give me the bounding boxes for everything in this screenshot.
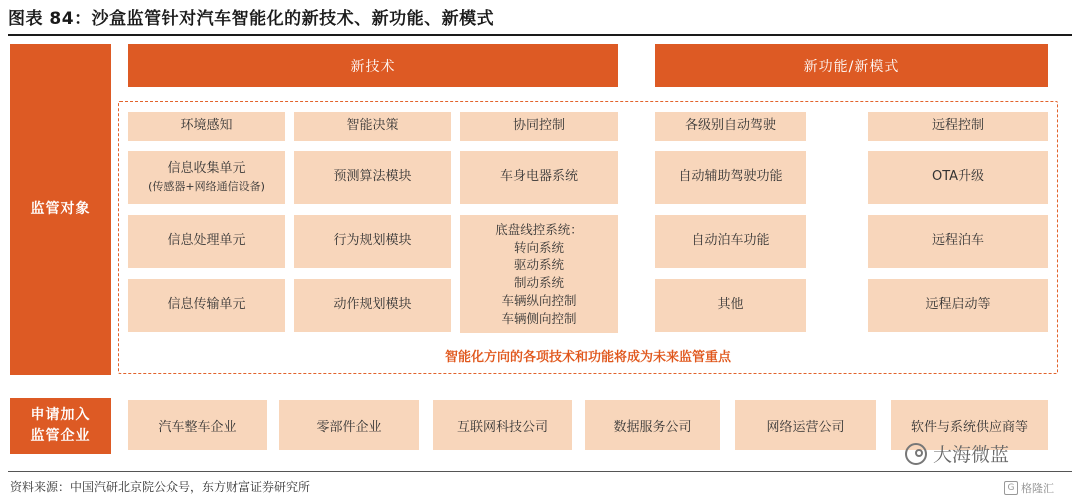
source-divider (8, 471, 1072, 472)
enterprise-data-service: 数据服务公司 (585, 400, 720, 450)
figure-title: 图表 84：沙盒监管针对汽车智能化的新技术、新功能、新模式 (8, 9, 495, 29)
cell-info-transmission: 信息传输单元 (128, 279, 285, 332)
cell-cooperative-control: 协同控制 (460, 112, 618, 141)
focus-note: 智能化方向的各项技术和功能将成为未来监管重点 (444, 350, 731, 365)
source-note: 资料来源：中国汽研北京院公众号，东方财富证券研究所 (10, 480, 311, 494)
enterprise-network-operator: 网络运营公司 (735, 400, 876, 450)
watermark-text: 大海微蓝 (933, 444, 1010, 466)
cell-assisted-driving: 自动辅助驾驶功能 (655, 151, 806, 204)
watermark (905, 440, 1009, 467)
cell-other: 其他 (655, 279, 806, 332)
watermark-gelonghui (1004, 480, 1054, 496)
cell-prediction-module: 预测算法模块 (294, 151, 451, 204)
cell-behavior-planning: 行为规划模块 (294, 215, 451, 268)
enterprise-internet-tech: 互联网科技公司 (433, 400, 572, 450)
title-divider (8, 34, 1072, 36)
cell-info-collection (128, 151, 285, 204)
cell-info-processing: 信息处理单元 (128, 215, 285, 268)
cell-intelligent-decision: 智能决策 (294, 112, 451, 141)
cell-remote-parking: 远程泊车 (868, 215, 1048, 268)
header-new-tech: 新技术 (128, 44, 618, 87)
side-label-regulated: 监管对象 (10, 44, 111, 375)
cell-info-collection-label: 信息收集单元 (167, 161, 246, 177)
enterprise-software-supplier: 软件与系统供应商等 (891, 400, 1048, 450)
cell-chassis-by-wire: 底盘线控系统： 转向系统 驱动系统 制动系统 车辆纵向控制 车辆侧向控制 (460, 215, 618, 333)
cell-remote-control: 远程控制 (868, 112, 1048, 141)
header-new-function: 新功能/新模式 (655, 44, 1048, 87)
cell-auto-parking: 自动泊车功能 (655, 215, 806, 268)
side-label-apply: 申请加入 监管企业 (10, 398, 111, 454)
enterprise-vehicle-oem: 汽车整车企业 (128, 400, 267, 450)
cell-action-planning: 动作规划模块 (294, 279, 451, 332)
watermark-gelonghui-text: 格隆汇 (1021, 482, 1054, 495)
cell-body-electrics: 车身电器系统 (460, 151, 618, 204)
cell-info-collection-sub: (传感器+网络通信设备) (148, 179, 265, 193)
cell-autonomous-levels: 各级别自动驾驶 (655, 112, 806, 141)
wechat-icon (905, 443, 927, 465)
cell-ota-upgrade: OTA升级 (868, 151, 1048, 204)
gelonghui-logo-icon: G (1004, 481, 1018, 495)
cell-env-perception: 环境感知 (128, 112, 285, 141)
cell-remote-start: 远程启动等 (868, 279, 1048, 332)
enterprise-parts: 零部件企业 (279, 400, 419, 450)
